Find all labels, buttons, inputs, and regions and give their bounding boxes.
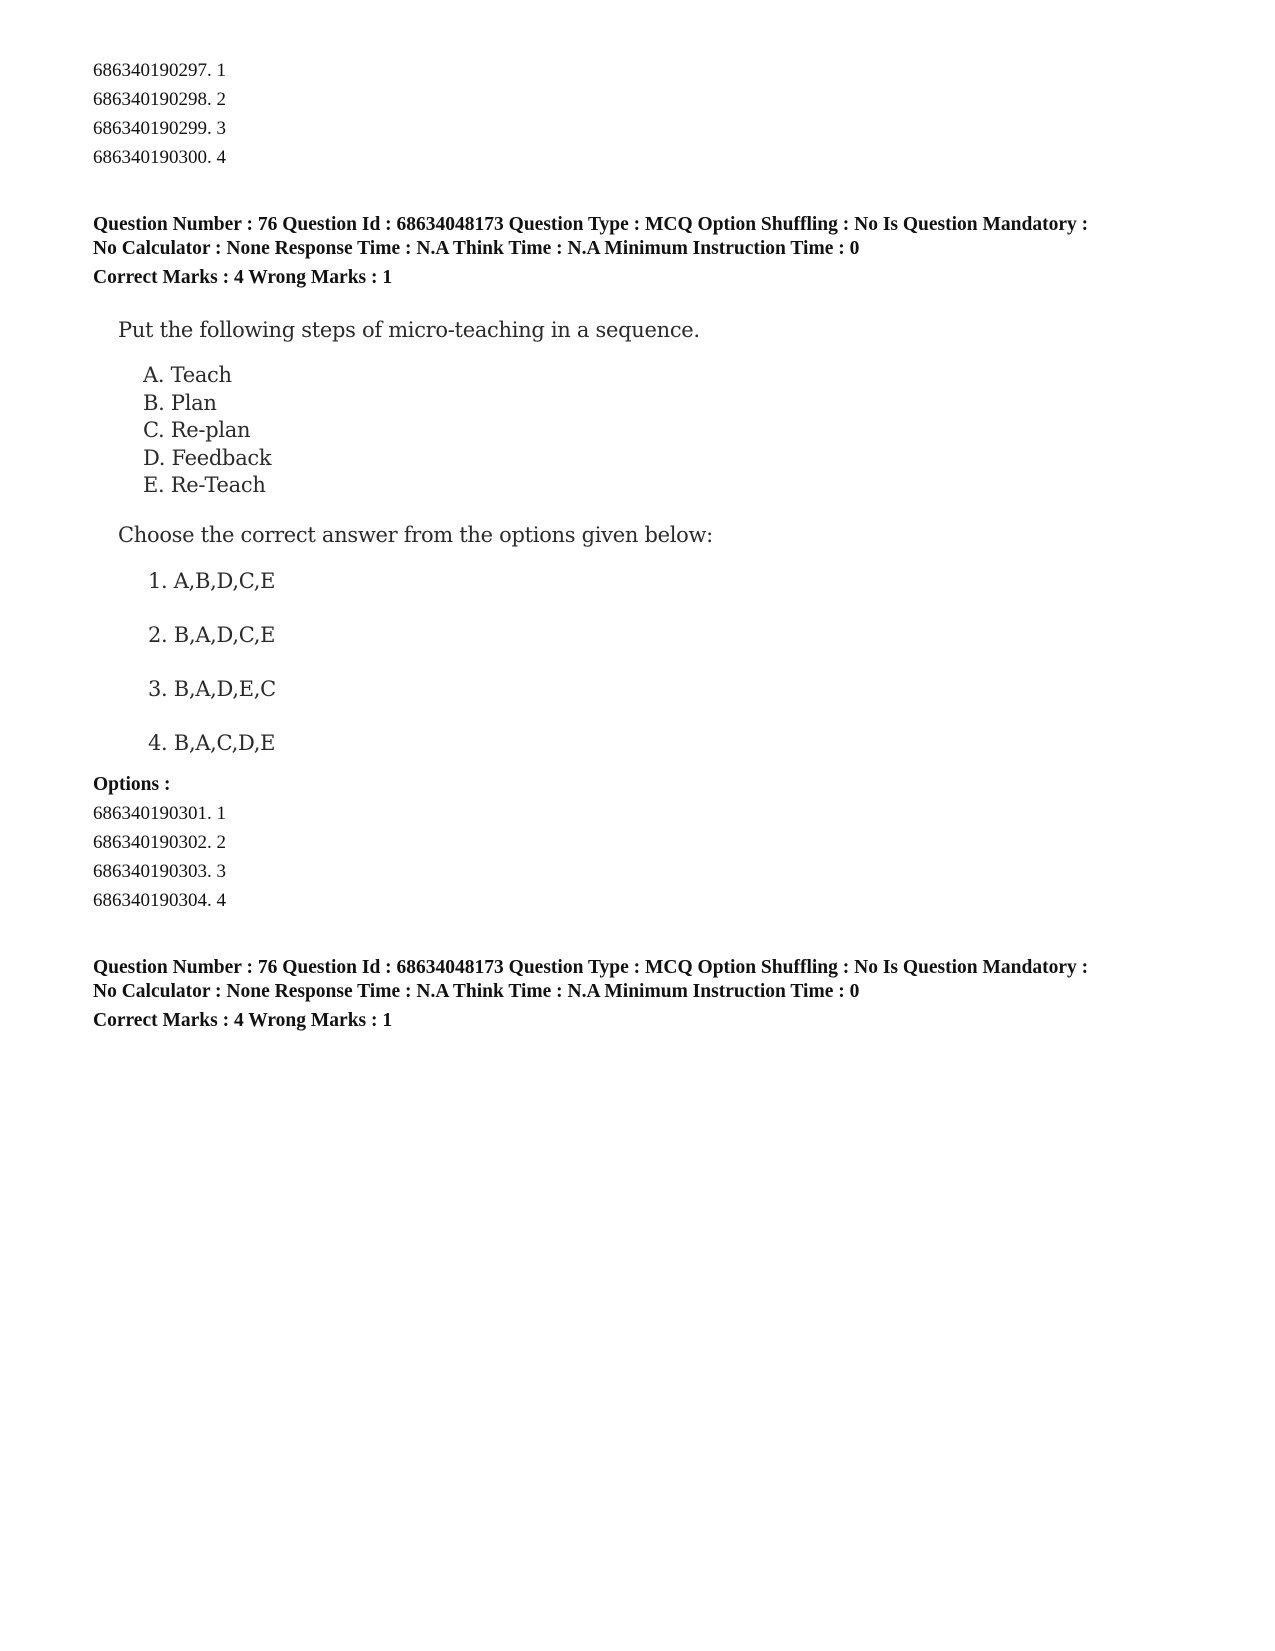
- option-item: 686340190299. 3: [93, 118, 226, 139]
- question-meta-header: [93, 213, 1203, 290]
- answer-choice: 3. B,A,D,E,C: [148, 676, 276, 701]
- option-item: 686340190303. 3: [93, 861, 226, 882]
- step-item: B. Plan: [143, 390, 217, 415]
- question-meta-line-2: No Calculator : None Response Time : N.A Think Time : N.A Minimum Instruction Time : 0: [93, 981, 860, 1002]
- question-meta-line-1: Question Number : 76 Question Id : 68634048173 Question Type : MCQ Option Shuffling : No Is Question Mandatory :: [93, 214, 1089, 235]
- option-item: 686340190297. 1: [93, 60, 226, 81]
- step-item: E. Re-Teach: [143, 473, 266, 497]
- question-meta-line-1: Question Number : 76 Question Id : 68634048173 Question Type : MCQ Option Shuffling : No Is Question Mandatory :: [93, 957, 1089, 978]
- step-item: C. Re-plan: [143, 418, 251, 442]
- option-item: 686340190301. 1: [93, 803, 226, 824]
- question-marks: Correct Marks : 4 Wrong Marks : 1: [93, 1010, 393, 1031]
- answer-choice: 1. A,B,D,C,E: [148, 568, 276, 593]
- step-item: A. Teach: [143, 363, 232, 387]
- previous-options-list: [93, 56, 226, 172]
- options-list: [93, 799, 226, 915]
- step-item: D. Feedback: [143, 445, 272, 470]
- question-marks: Correct Marks : 4 Wrong Marks : 1: [93, 267, 393, 288]
- steps-list: [143, 362, 678, 500]
- answer-choice: 4. B,A,C,D,E: [148, 730, 276, 755]
- options-label: Options :: [93, 774, 171, 795]
- question-content: [118, 316, 713, 783]
- answer-choices: [148, 567, 678, 783]
- question-meta-header-2: [93, 956, 1203, 1033]
- question-meta-line-2: No Calculator : None Response Time : N.A Think Time : N.A Minimum Instruction Time : 0: [93, 238, 860, 259]
- option-item: 686340190298. 2: [93, 89, 226, 110]
- option-item: 686340190302. 2: [93, 832, 226, 853]
- option-item: 686340190300. 4: [93, 147, 226, 168]
- question-stem: Put the following steps of micro-teaching in a sequence.: [118, 318, 700, 342]
- option-item: 686340190304. 4: [93, 890, 226, 911]
- question-instruction: Choose the correct answer from the options given below:: [118, 522, 713, 547]
- answer-choice: 2. B,A,D,C,E: [148, 622, 276, 647]
